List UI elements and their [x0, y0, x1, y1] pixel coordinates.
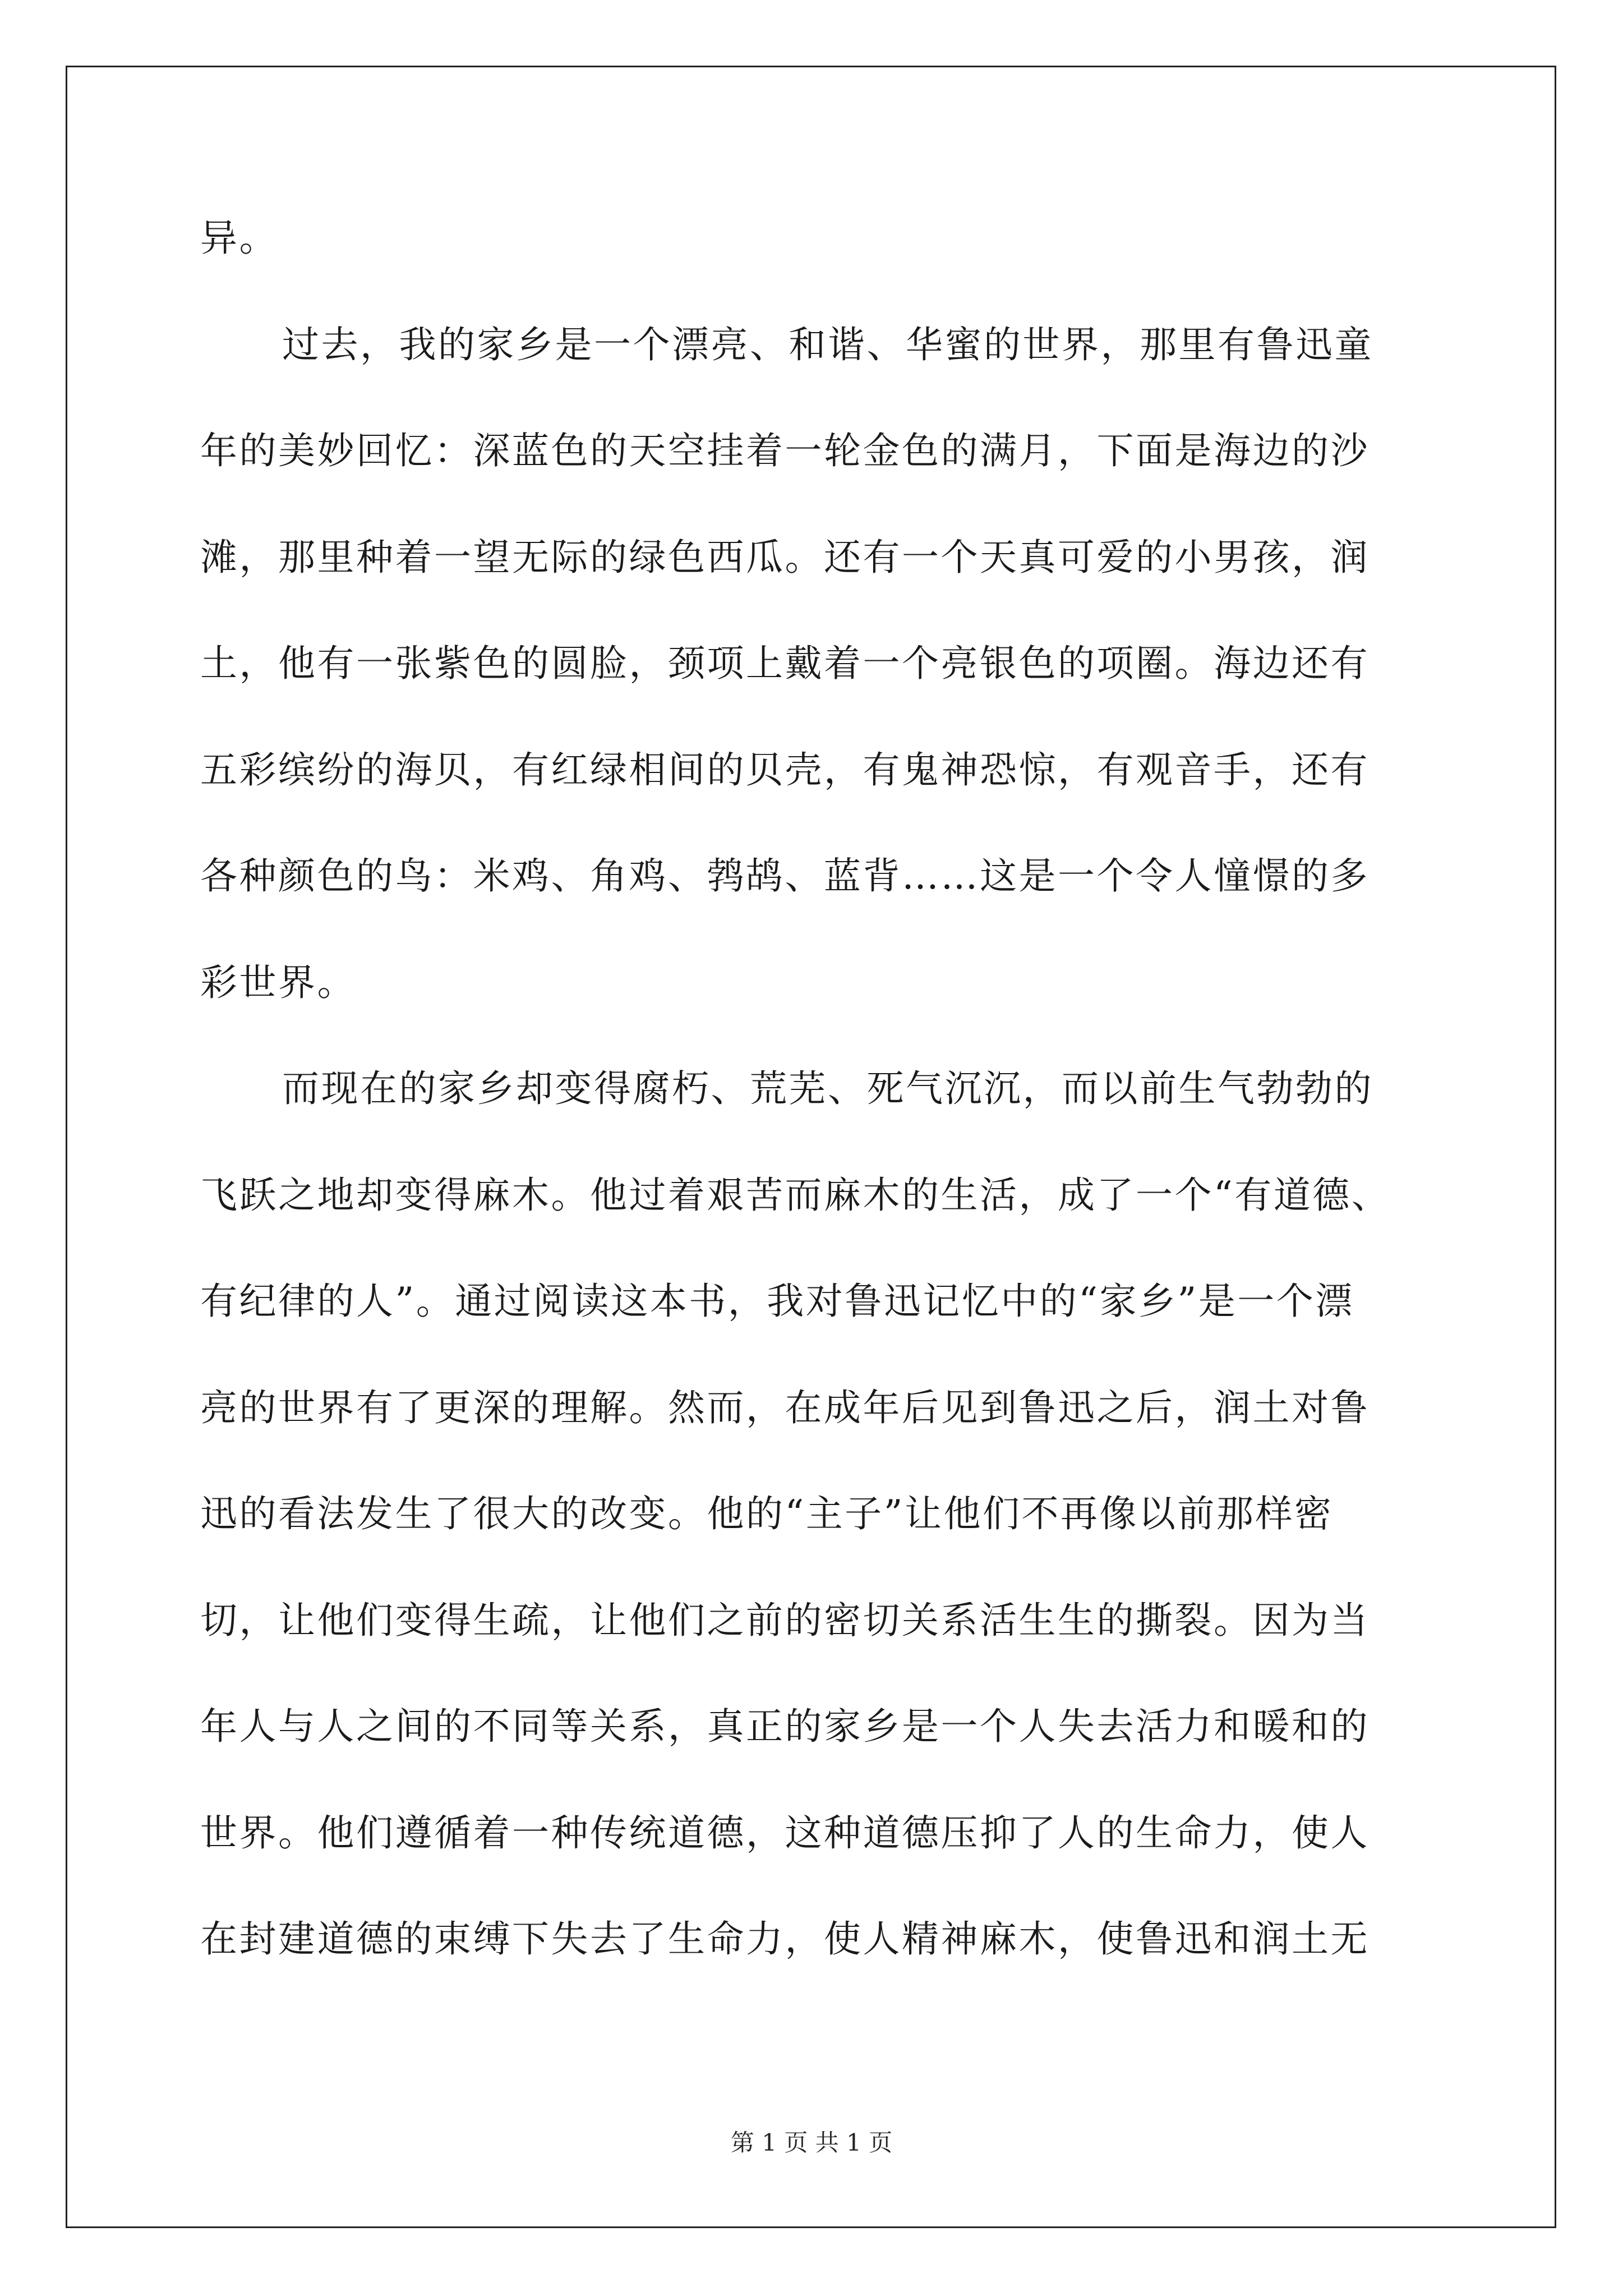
paragraph — [200, 292, 1434, 1036]
text-line: 异。 — [200, 217, 278, 260]
text-line: 而现在的家乡却变得腐朽、荒芜、死气沉沉，而以前生气勃勃的 — [282, 1067, 1373, 1110]
text-line: 各种颜色的鸟：米鸡、角鸡、鹁鸪、蓝背……这是一个令人憧憬的多 — [200, 854, 1370, 898]
text-line: 飞跃之地却变得麻木。他过着艰苦而麻木的生活，成了一个“有道德、 — [200, 1173, 1391, 1217]
text-line: 亮的世界有了更深的理解。然而，在成年后见到鲁迅之后，润土对鲁 — [200, 1386, 1370, 1429]
paragraph — [200, 1036, 1434, 1993]
text-line: 迅的看法发生了很大的改变。他的“主子”让他们不再像以前那样密 — [200, 1492, 1334, 1535]
text-line: 土，他有一张紫色的圆脸，颈项上戴着一个亮银色的项圈。海边还有 — [200, 642, 1370, 685]
document-body — [200, 185, 1434, 1993]
text-line: 有纪律的人”。通过阅读这本书，我对鲁迅记忆中的“家乡”是一个漂 — [200, 1280, 1354, 1323]
text-line: 年人与人之间的不同等关系，真正的家乡是一个人失去活力和暖和的 — [200, 1705, 1370, 1748]
text-line: 五彩缤纷的海贝，有红绿相间的贝壳，有鬼神恐惊，有观音手，还有 — [200, 748, 1370, 792]
paragraph — [200, 185, 1434, 292]
text-line: 过去，我的家乡是一个漂亮、和谐、华蜜的世界，那里有鲁迅童 — [282, 323, 1373, 366]
text-line: 滩，那里种着一望无际的绿色西瓜。还有一个天真可爱的小男孩，润 — [200, 535, 1370, 579]
text-line: 切，让他们变得生疏，让他们之前的密切关系活生生的撕裂。因为当 — [200, 1598, 1370, 1642]
text-line: 在封建道德的束缚下失去了生命力，使人精神麻木，使鲁迅和润土无 — [200, 1917, 1370, 1961]
text-line: 年的美妙回忆：深蓝色的天空挂着一轮金色的满月，下面是海边的沙 — [200, 429, 1370, 472]
page-number-footer: 第 1 页 共 1 页 — [730, 2129, 893, 2156]
text-line: 世界。他们遵循着一种传统道德，这种道德压抑了人的生命力，使人 — [200, 1811, 1370, 1855]
text-line: 彩世界。 — [200, 960, 356, 1004]
